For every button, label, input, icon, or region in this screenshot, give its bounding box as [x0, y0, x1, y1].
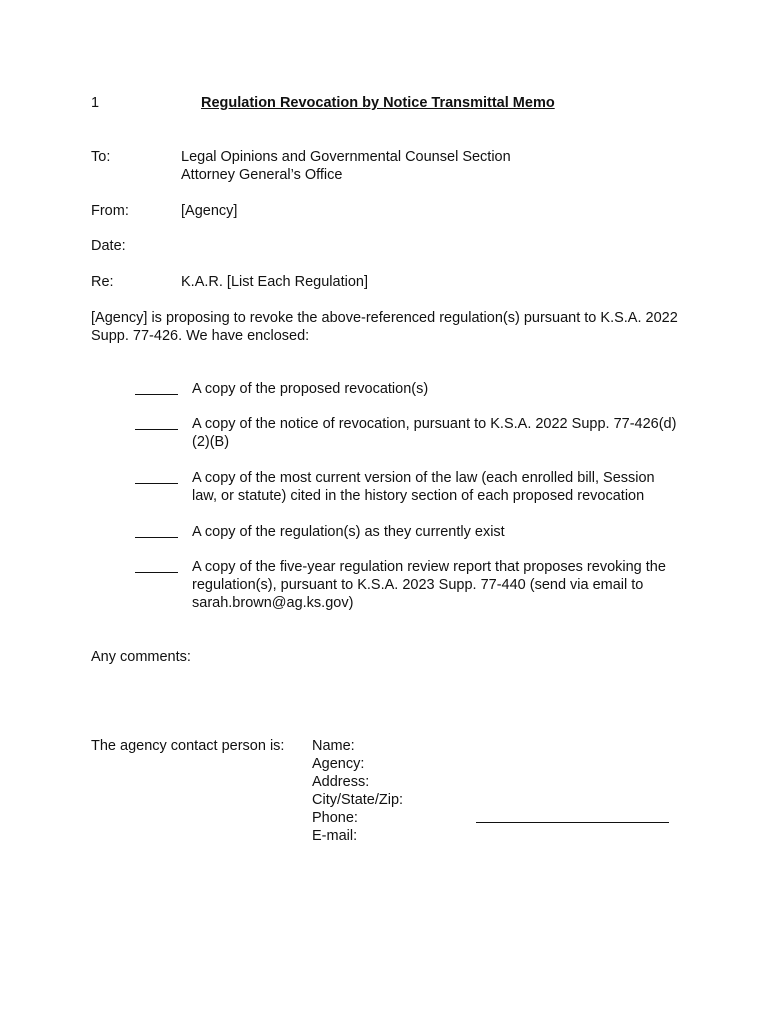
comments-label: Any comments:: [91, 649, 191, 665]
checklist-blank: [135, 415, 178, 430]
checklist-item-text: A copy of the regulation(s) as they currently exist: [192, 524, 505, 540]
contact-name-label: Name:: [312, 738, 355, 754]
checklist-item-text: A copy of the proposed revocation(s): [192, 381, 429, 397]
page-number: 1: [91, 95, 100, 111]
to-recipient-line-1: Legal Opinions and Governmental Counsel Section: [181, 149, 511, 165]
checklist-blank: [135, 558, 178, 573]
contact-fields: [312, 737, 403, 845]
date-label: Date:: [91, 238, 126, 254]
signature-line: [476, 822, 669, 823]
contact-email-label: E-mail:: [312, 828, 358, 844]
document-title: Regulation Revocation by Notice Transmittal Memo: [201, 95, 555, 111]
contact-agency-label: Agency:: [312, 756, 365, 772]
re-label: Re:: [91, 274, 114, 290]
to-recipient-line-2: Attorney General’s Office: [181, 167, 343, 183]
to-label: To:: [91, 149, 111, 165]
contact-label: The agency contact person is:: [91, 738, 285, 754]
from-value: [Agency]: [181, 203, 238, 219]
checklist-item-text: A copy of the five-year regulation review report that proposes revoking the regulation(s), pursuant to K.S.A. 2023 Supp. 77-440 (send via email to sarah.brown@ag.ks.gov): [192, 559, 666, 611]
checklist-blank: [135, 380, 178, 395]
contact-phone-label: Phone:: [312, 810, 358, 826]
contact-address-label: Address:: [312, 774, 370, 790]
contact-city-label: City/State/Zip:: [312, 792, 404, 808]
from-label: From:: [91, 203, 129, 219]
re-value: K.A.R. [List Each Regulation]: [181, 274, 368, 290]
checklist-item-text: A copy of the notice of revocation, pursuant to K.S.A. 2022 Supp. 77-426(d)(2)(B): [192, 416, 677, 450]
intro-paragraph: [Agency] is proposing to revoke the above-referenced regulation(s) pursuant to K.S.A. 2022 Supp. 77-426. We have enclosed:: [91, 310, 678, 344]
checklist-blank: [135, 469, 178, 484]
checklist-item-text: A copy of the most current version of the law (each enrolled bill, Session law, or statute) cited in the history section of each proposed revocation: [192, 470, 655, 504]
checklist-blank: [135, 523, 178, 538]
